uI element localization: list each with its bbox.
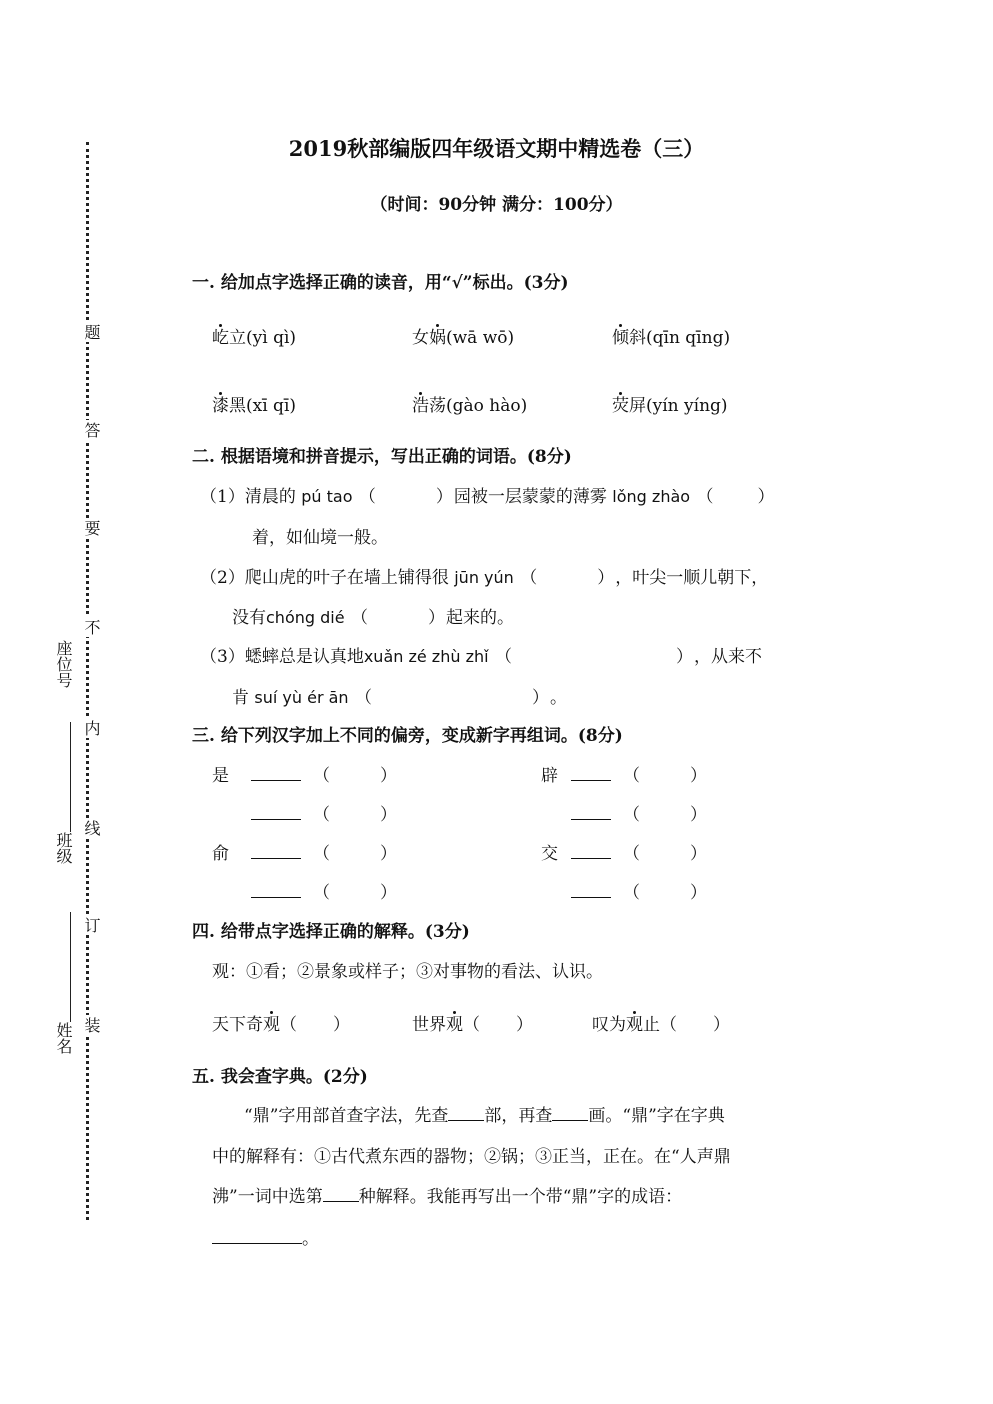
margin-label-yao: 要 <box>82 520 101 536</box>
s2-q1-line1: （1）清晨的 pú tao （ ）园被一层蒙蒙的薄雾 lǒng zhào （ ） <box>200 482 775 507</box>
s1-item-4[interactable]: 漆黑(xī qī) <box>212 396 297 416</box>
s3-char-1: 是 <box>212 766 229 786</box>
s3-answer-row[interactable]: （ ） <box>571 878 707 903</box>
binding-dotted-line <box>86 142 89 1220</box>
s2-q2-line2: 没有chóng dié （ ）起来的。 <box>232 603 514 628</box>
answer-box[interactable]: （ ） <box>358 487 453 507</box>
section4-heading: 四. 给带点字选择正确的解释。(3分) <box>192 922 470 942</box>
margin-label-ding: 订 <box>82 917 101 933</box>
s5-line3: 沸”一词中选第 种解释。我能再写出一个带“鼎”字的成语： <box>212 1182 682 1207</box>
s3-answer-row[interactable]: （ ） <box>571 800 707 825</box>
s3-answer-row[interactable]: （ ） <box>571 839 707 864</box>
dotted-char: 娲 <box>429 328 446 348</box>
s3-answer-row[interactable]: （ ） <box>251 761 397 786</box>
dotted-char: 观 <box>626 1015 643 1035</box>
answer-box[interactable]: （ ） <box>494 647 693 667</box>
s3-char-3: 俞 <box>212 844 229 864</box>
fill-blank[interactable] <box>552 1102 588 1121</box>
s2-q1-line2: 着，如仙境一般。 <box>252 528 388 548</box>
s2-q3-line2: 肯 suí yù ér ān （ ）。 <box>232 683 567 708</box>
s5-line1: “鼎”字用部首查字法，先查 部，再查 画。“鼎”字在字典 <box>244 1101 725 1126</box>
fill-blank[interactable] <box>212 1225 302 1244</box>
dotted-char: 观 <box>263 1015 280 1035</box>
s1-item-2[interactable]: 女娲(wā wō) <box>412 328 515 348</box>
s4-definition: 观：①看；②景象或样子；③对事物的看法、认识。 <box>212 962 603 982</box>
name-field-line[interactable] <box>70 912 71 1022</box>
s4-item-2[interactable]: 世界观（ ） <box>412 1015 533 1035</box>
section1-heading: 一. 给加点字选择正确的读音，用“√”标出。(3分) <box>192 273 569 293</box>
s3-char-4: 交 <box>541 844 558 864</box>
s1-item-3[interactable]: 倾斜(qīn qīng) <box>612 328 731 348</box>
answer-box[interactable]: （ ） <box>520 568 615 588</box>
class-label: 班级 <box>54 832 73 864</box>
answer-box[interactable]: （ ） <box>354 688 549 708</box>
s3-answer-row[interactable]: （ ） <box>251 878 397 903</box>
page-subtitle: （时间：90分钟 满分：100分） <box>370 195 623 215</box>
s1-item-6[interactable]: 荧屏(yín yíng) <box>612 396 728 416</box>
seat-number-label: 座位号 <box>54 640 73 688</box>
s3-char-2: 辟 <box>541 766 558 786</box>
dotted-char: 漆 <box>212 396 229 416</box>
margin-label-bu: 不 <box>82 619 101 635</box>
name-label: 姓名 <box>54 1022 73 1054</box>
dotted-char: 倾 <box>612 328 629 348</box>
s2-q2-line1: （2）爬山虎的叶子在墙上铺得很 jūn yún （ ），叶尖一顺儿朝下， <box>200 563 768 588</box>
answer-box[interactable]: （ ） <box>696 487 775 507</box>
margin-label-ti: 题 <box>82 324 101 340</box>
s3-answer-row[interactable]: （ ） <box>251 839 397 864</box>
s5-line4: 。 <box>212 1224 319 1249</box>
section3-heading: 三. 给下列汉字加上不同的偏旁，变成新字再组词。(8分) <box>192 726 623 746</box>
page-title: 2019秋部编版四年级语文期中精选卷（三） <box>288 136 705 161</box>
s3-answer-row[interactable]: （ ） <box>571 761 707 786</box>
margin-label-zhuang: 装 <box>82 1017 101 1033</box>
margin-label-nei: 内 <box>82 720 101 736</box>
dotted-char: 观 <box>446 1015 463 1035</box>
section5-heading: 五. 我会查字典。(2分) <box>192 1067 368 1087</box>
s4-item-1[interactable]: 天下奇观（ ） <box>212 1015 350 1035</box>
s1-item-5[interactable]: 浩荡(gào hào) <box>412 396 528 416</box>
margin-label-xian: 线 <box>82 820 101 836</box>
class-field-line[interactable] <box>70 722 71 832</box>
fill-blank[interactable] <box>448 1102 484 1121</box>
s3-answer-row[interactable]: （ ） <box>251 800 397 825</box>
s1-item-1[interactable]: 屹立(yì qì) <box>212 328 297 348</box>
s4-item-3[interactable]: 叹为观止（ ） <box>592 1015 730 1035</box>
s5-line2: 中的解释有：①古代煮东西的器物；②锅；③正当，正在。在“人声鼎 <box>212 1147 731 1167</box>
margin-label-da: 答 <box>82 422 101 438</box>
dotted-char: 浩 <box>412 396 429 416</box>
section2-heading: 二. 根据语境和拼音提示，写出正确的词语。(8分) <box>192 447 572 467</box>
s2-q3-line1: （3）蟋蟀总是认真地xuǎn zé zhù zhǐ （ ），从来不 <box>200 642 762 667</box>
fill-blank[interactable] <box>323 1183 359 1202</box>
dotted-char: 荧 <box>612 396 629 416</box>
dotted-char: 屹 <box>212 328 229 348</box>
answer-box[interactable]: （ ） <box>350 608 445 628</box>
